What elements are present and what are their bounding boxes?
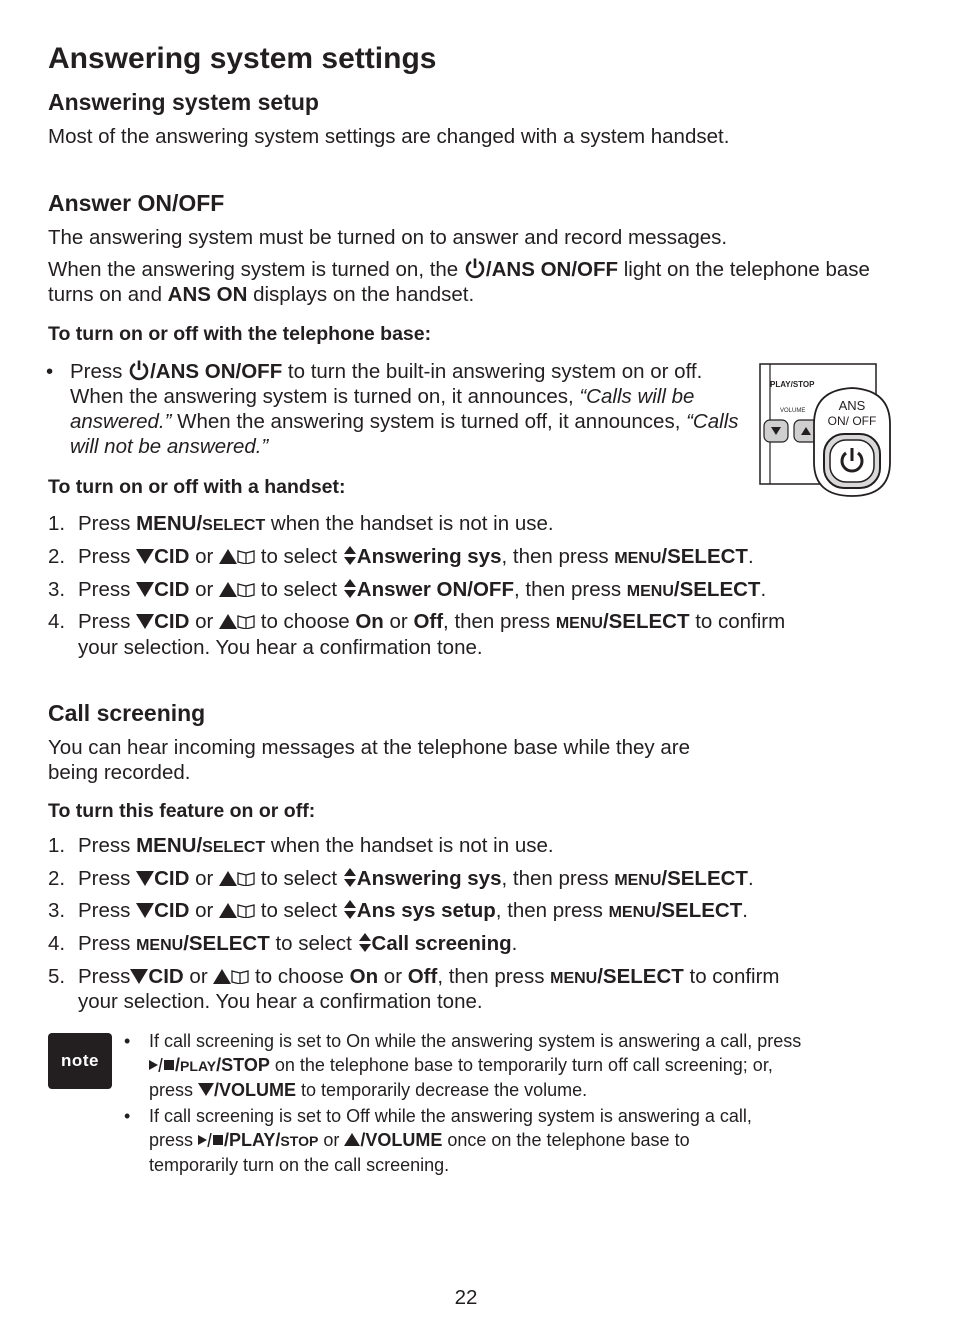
handset-heading: To turn on or off with a handset: xyxy=(48,476,346,498)
base-bullet-text: Press /ANS ON/OFF to turn the built-in answering system on or off. When the answering system is turned on, it announces, “Calls will be answered.” When the answering system is turned off, it announces, “Calls will not be answered.” xyxy=(70,360,739,458)
telephone-base-illustration xyxy=(758,362,892,498)
phonebook-icon xyxy=(231,968,249,984)
scroll-arrows-icon xyxy=(343,546,357,566)
up-arrow-icon xyxy=(219,871,237,886)
down-arrow-icon xyxy=(136,549,154,564)
play-stop-label: PLAY/STOP xyxy=(770,380,815,389)
screening-step-2: 2. Press CID or to select Answering sys, then press MENU/SELECT. xyxy=(48,867,754,890)
play-stop-icon xyxy=(198,1133,224,1147)
handset-step-4: 4. Press CID or to choose On or Off, then press MENU/SELECT to confirm xyxy=(48,610,786,633)
answer-onoff-p2: When the answering system is turned on, the /ANS ON/OFF light on the telephone base turns on and ANS ON displays on the handset. xyxy=(48,258,870,306)
up-arrow-icon xyxy=(219,582,237,597)
scroll-arrows-icon xyxy=(343,900,357,920)
note-bullet-2: If call screening is set to Off while the answering system is answering a call, press /PLAY/STOP or /VOLUME once on the telephone base to temporarily turn on the call screening. xyxy=(149,1106,752,1175)
power-icon xyxy=(128,359,150,381)
down-arrow-icon xyxy=(136,871,154,886)
volume-label: VOLUME xyxy=(780,408,806,414)
feature-heading: To turn this feature on or off: xyxy=(48,800,316,822)
down-arrow-icon xyxy=(130,969,148,984)
answer-onoff-p1: The answering system must be turned on to answer and record messages. xyxy=(48,226,728,249)
setup-heading: Answering system setup xyxy=(48,89,319,115)
handset-step-4-cont: your selection. You hear a confirmation tone. xyxy=(78,636,483,659)
up-arrow-icon xyxy=(219,549,237,564)
note-bullet-2-dot: • xyxy=(124,1106,131,1126)
note-bullet-1: If call screening is set to On while the answering system is answering a call, press /PLAY/STOP on the telephone base to temporarily turn off call screening; or, press /VOLUME to temporarily decrease the volume. xyxy=(149,1031,802,1100)
screening-step-4: 4. Press MENU/SELECT to select Call screening. xyxy=(48,932,518,955)
power-icon xyxy=(464,257,486,279)
scroll-arrows-icon xyxy=(343,868,357,888)
up-arrow-icon xyxy=(213,969,231,984)
page-title: Answering system settings xyxy=(48,42,437,75)
up-arrow-icon xyxy=(344,1133,360,1146)
down-arrow-icon xyxy=(136,582,154,597)
phonebook-icon xyxy=(237,581,255,597)
screening-step-1: 1. Press MENU/SELECT when the handset is not in use. xyxy=(48,834,554,857)
base-heading: To turn on or off with the telephone base: xyxy=(48,323,432,345)
bullet-dot: • xyxy=(46,360,54,383)
note-bullet-1-dot: • xyxy=(124,1031,131,1051)
down-arrow-icon xyxy=(198,1083,214,1096)
play-stop-icon xyxy=(149,1058,175,1072)
up-arrow-icon xyxy=(219,614,237,629)
handset-step-3: 3. Press CID or to select Answer ON/OFF, then press MENU/SELECT. xyxy=(48,578,767,601)
call-screening-p1: You can hear incoming messages at the telephone base while they are xyxy=(48,736,690,759)
up-arrow-icon xyxy=(219,903,237,918)
note-badge: note xyxy=(48,1033,112,1089)
handset-step-2: 2. Press CID or to select Answering sys, then press MENU/SELECT. xyxy=(48,545,754,568)
ans-label: ANS xyxy=(838,398,866,413)
phonebook-icon xyxy=(237,870,255,886)
down-arrow-icon xyxy=(136,903,154,918)
screening-step-5: 5. Press CID or to choose On or Off, then press MENU/SELECT to confirm xyxy=(48,965,780,988)
phonebook-icon xyxy=(237,548,255,564)
phonebook-icon xyxy=(237,902,255,918)
call-screening-heading: Call screening xyxy=(48,700,206,726)
screening-step-5-cont: your selection. You hear a confirmation tone. xyxy=(78,990,483,1013)
call-screening-p2: being recorded. xyxy=(48,761,191,784)
handset-step-1: 1. Press MENU/SELECT when the handset is not in use. xyxy=(48,512,554,535)
scroll-arrows-icon xyxy=(358,933,372,953)
screening-step-3: 3. Press CID or to select Ans sys setup, then press MENU/SELECT. xyxy=(48,899,748,922)
setup-text: Most of the answering system settings are changed with a system handset. xyxy=(48,125,730,148)
scroll-arrows-icon xyxy=(343,579,357,599)
on-off-label: ON/ OFF xyxy=(827,414,877,428)
down-arrow-icon xyxy=(136,614,154,629)
phonebook-icon xyxy=(237,613,255,629)
page-number: 22 xyxy=(454,1286,478,1309)
answer-onoff-heading: Answer ON/OFF xyxy=(48,190,225,216)
